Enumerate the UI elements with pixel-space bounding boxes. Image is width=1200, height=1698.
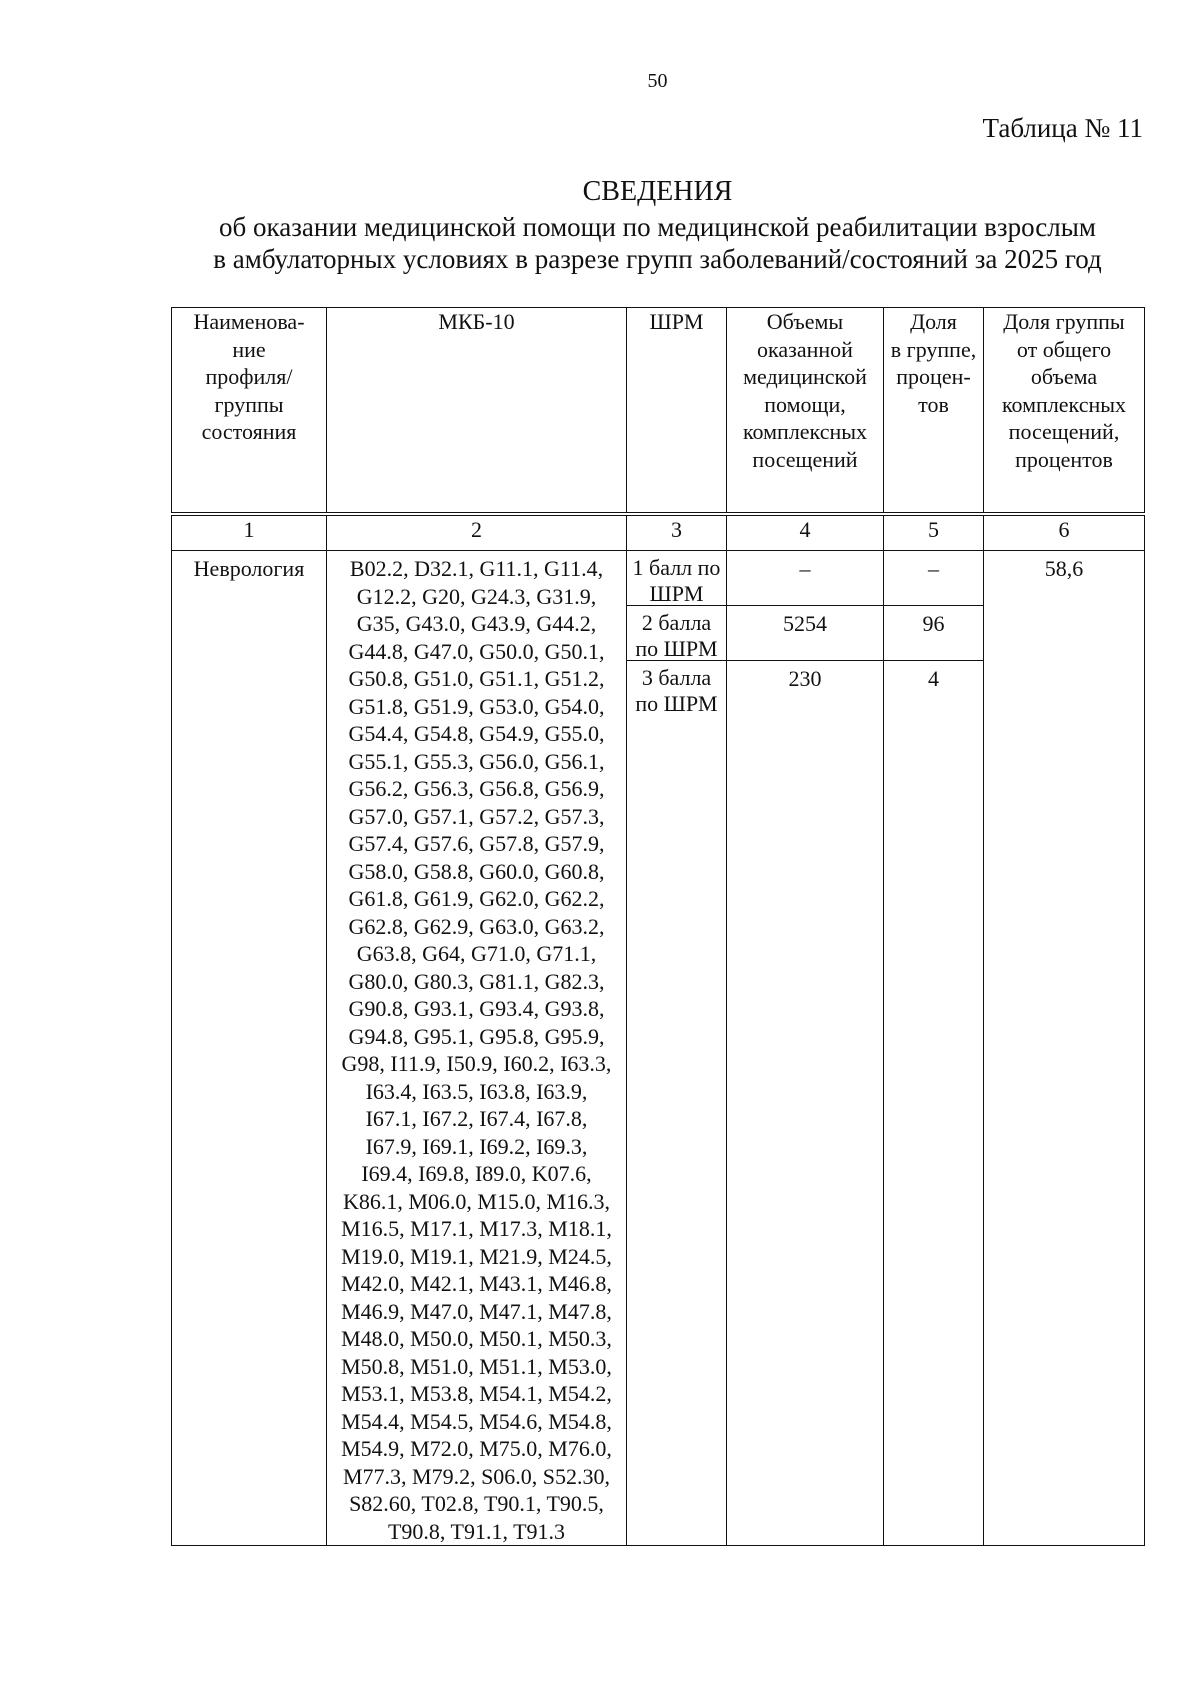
mkb-code-line: G94.8, G95.1, G95.8, G95.9, [348, 1023, 605, 1049]
mkb-code-line: G50.8, G51.0, G51.1, G51.2, [348, 666, 605, 691]
mkb-code-line: G35, G43.0, G43.9, G44.2, [356, 611, 597, 636]
header-volume: Объемы оказанной медицинской помощи, комплексных посещений [727, 308, 884, 515]
mkb-code-line: M53.1, M53.8, M54.1, M54.2, [341, 1381, 612, 1406]
column-number: 5 [884, 514, 984, 551]
share-in-group-cell [884, 551, 984, 1546]
shrm-level: 2 балла по ШРМ [627, 606, 726, 661]
volume-value: 230 [788, 666, 822, 691]
shrm-cell [627, 551, 727, 1546]
column-number: 2 [327, 514, 627, 551]
subtitle-line: об оказании медицинской помощи по медицинской реабилитации взрослым [219, 212, 1096, 242]
mkb-code-line: G55.1, G55.3, G56.0, G56.1, [348, 748, 605, 774]
shrm-level: 1 балл по ШРМ [627, 551, 726, 606]
column-number: 4 [727, 514, 884, 551]
mkb-code-line: G54.4, G54.8, G54.9, G55.0, [348, 721, 605, 746]
mkb-code-line: I69.4, I69.8, I89.0, K07.6, [361, 1161, 592, 1186]
rehabilitation-table [171, 307, 1145, 1546]
page-number: 50 [647, 70, 668, 92]
share-in-group-value: – [884, 551, 983, 606]
column-number-row [172, 514, 1145, 551]
mkb-code-line: G57.0, G57.1, G57.2, G57.3, [348, 803, 605, 829]
mkb-code-line: G90.8, G93.1, G93.4, G93.8, [348, 996, 605, 1021]
volume-cell [727, 551, 884, 1546]
header-share-in-group: Доля в группе, процен- тов [884, 308, 984, 515]
header-shrm: ШРМ [627, 308, 727, 515]
table-label: Таблица № 11 [982, 113, 1143, 143]
mkb-code-line: M42.0, M42.1, M43.1, M46.8, [341, 1271, 612, 1296]
mkb-code-line: K86.1, M06.0, M15.0, M16.3, [342, 1188, 611, 1214]
mkb-code-line: T90.8, T91.1, T91.3 [387, 1518, 566, 1544]
mkb-code-line: G58.0, G58.8, G60.0, G60.8, [348, 858, 605, 884]
header-mkb: МКБ-10 [327, 308, 627, 515]
mkb-code-line: M54.4, M54.5, M54.6, M54.8, [341, 1408, 612, 1434]
header-profile: Наименова- ние профиля/ группы состояния [172, 308, 327, 515]
mkb-code-line: M54.9, M72.0, M75.0, M76.0, [341, 1436, 612, 1461]
mkb-code-line: S82.60, T02.8, T90.1, T90.5, [349, 1491, 604, 1516]
mkb-code-line: M50.8, M51.0, M51.1, M53.0, [341, 1353, 612, 1379]
mkb-code-line: G51.8, G51.9, G53.0, G54.0, [348, 693, 605, 719]
mkb-code-line: G62.8, G62.9, G63.0, G63.2, [348, 913, 605, 939]
document-subtitle [0, 211, 1200, 275]
column-number: 6 [984, 514, 1145, 551]
table-row [172, 551, 1145, 1546]
mkb-code-line: I67.9, I69.1, I69.2, I69.3, [365, 1133, 588, 1159]
mkb-code-line: G12.2, G20, G24.3, G31.9, [356, 583, 597, 609]
mkb-code-line: G56.2, G56.3, G56.8, G56.9, [348, 776, 605, 801]
subtitle-line: в амбулаторных условиях в разрезе групп заболеваний/состояний за 2025 год [213, 244, 1102, 274]
mkb-code-line: G57.4, G57.6, G57.8, G57.9, [348, 831, 605, 856]
mkb-code-line: G63.8, G64, G71.0, G71.1, [356, 941, 597, 966]
mkb-code-line: M19.0, M19.1, M21.9, M24.5, [341, 1243, 612, 1269]
share-in-group-value: 96 [884, 606, 983, 661]
mkb-code-line: M77.3, M79.2, S06.0, S52.30, [342, 1463, 611, 1489]
mkb-code-line: I63.4, I63.5, I63.8, I63.9, [365, 1078, 588, 1104]
mkb-codes-cell [327, 551, 627, 1546]
mkb-code-line: G44.8, G47.0, G50.0, G50.1, [348, 638, 605, 664]
mkb-code-line: M46.9, M47.0, M47.1, M47.8, [341, 1298, 612, 1324]
header-group-share: Доля группы от общего объема комплексных посещений, процентов [984, 308, 1145, 515]
mkb-code-line: B02.2, D32.1, G11.1, G11.4, [349, 556, 604, 581]
volume-value: 5254 [727, 606, 883, 661]
mkb-code-line: G61.8, G61.9, G62.0, G62.2, [348, 886, 605, 911]
mkb-code-line: I67.1, I67.2, I67.4, I67.8, [365, 1106, 588, 1131]
volume-value: – [727, 551, 883, 606]
mkb-code-line: G80.0, G80.3, G81.1, G82.3, [348, 968, 605, 994]
column-number: 1 [172, 514, 327, 551]
profile-cell: Неврология [172, 551, 327, 1546]
mkb-code-line: G98, I11.9, I50.9, I60.2, I63.3, [341, 1051, 612, 1076]
group-share-cell: 58,6 [984, 551, 1145, 1546]
document-title: СВЕДЕНИЯ [582, 176, 733, 207]
column-number: 3 [627, 514, 727, 551]
share-in-group-value: 4 [928, 666, 939, 691]
mkb-code-line: M48.0, M50.0, M50.1, M50.3, [341, 1326, 612, 1351]
header-row [172, 308, 1145, 515]
mkb-code-line: M16.5, M17.1, M17.3, M18.1, [341, 1216, 612, 1241]
shrm-level: 3 балла по ШРМ [635, 665, 718, 716]
